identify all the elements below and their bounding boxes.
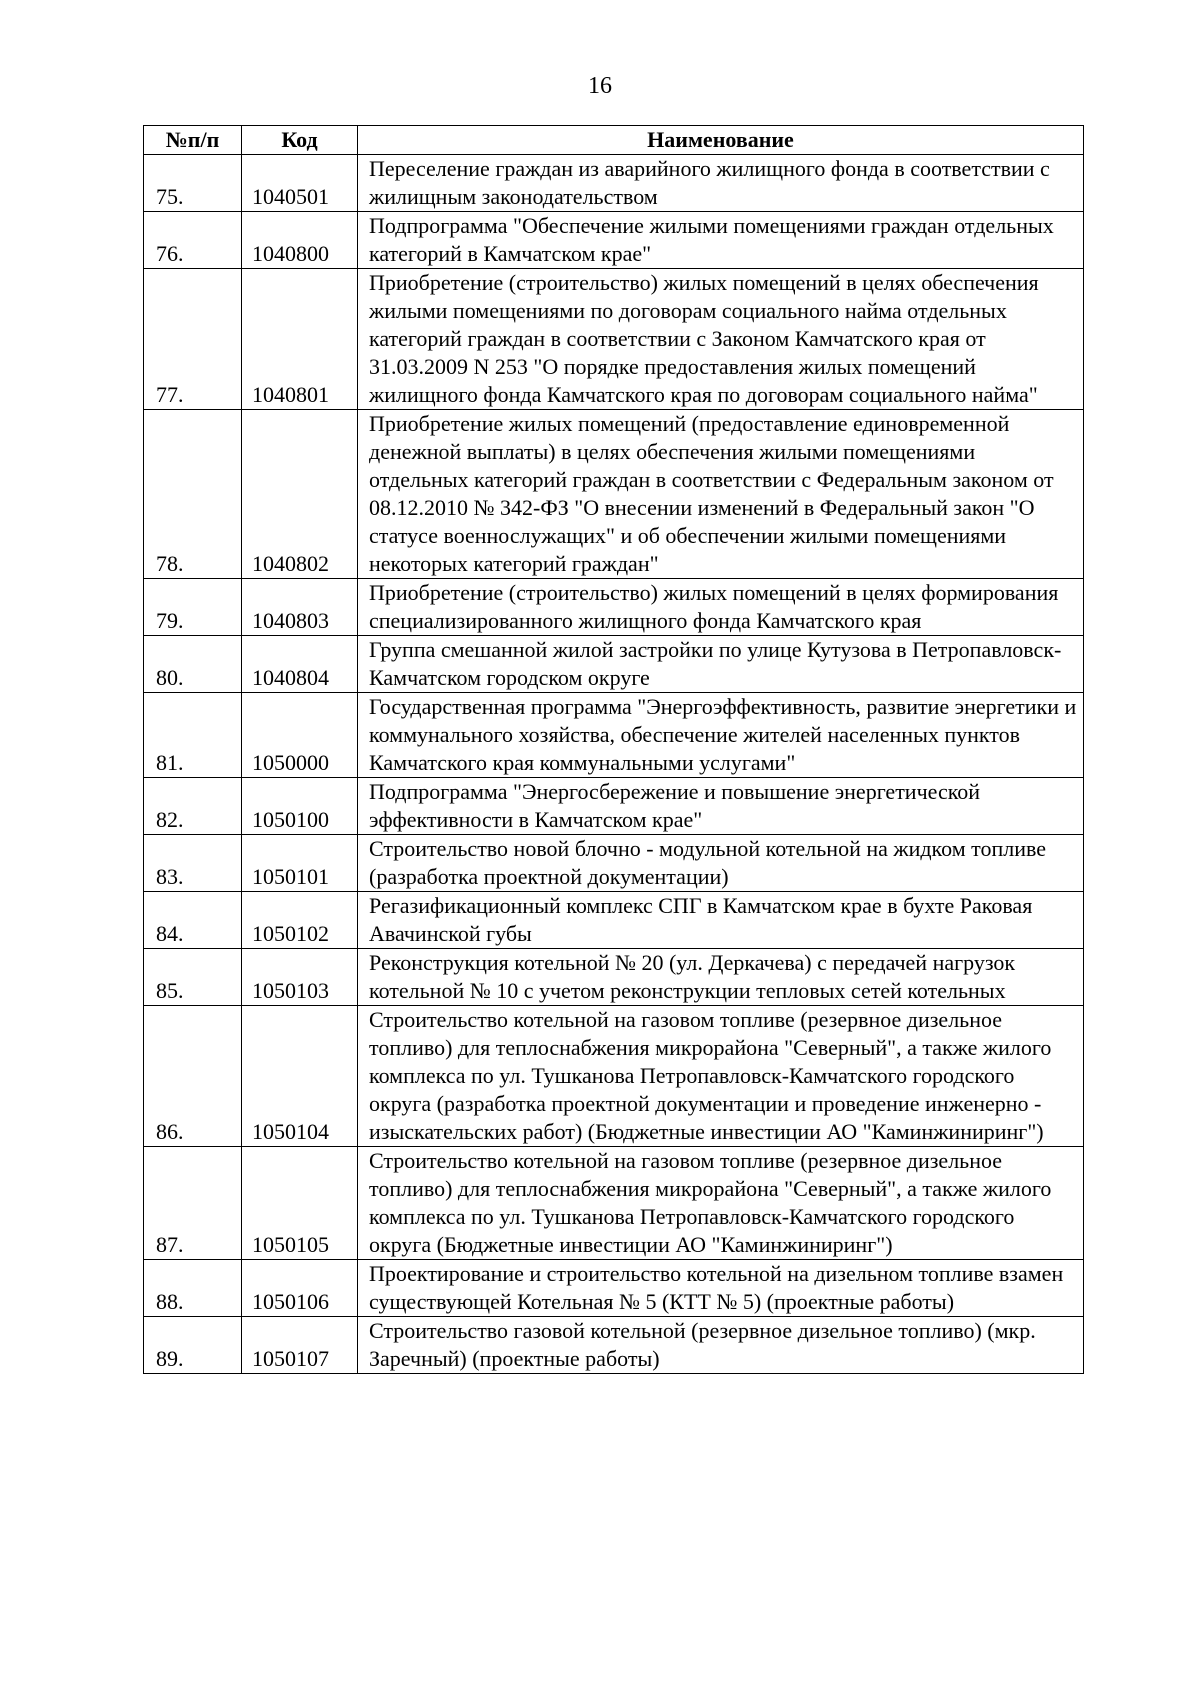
- row-name: Приобретение (строительство) жилых помещений в целях обеспечения жилыми помещениями по договорам социального найма отдельных категорий граждан в соответствии с Законом Камчатского края от 31.03.2009 N 253 "О порядке предоставления жилых помещений жилищного фонда Камчатского края по договорам социального найма": [358, 269, 1084, 410]
- row-name: Строительство котельной на газовом топливе (резервное дизельное топливо) для теплоснабжения микрорайона "Северный", а также жилого комплекса по ул. Тушканова Петропавловск-Камчатского городского округа (Бюджетные инвестиции АО "Каминжиниринг"): [358, 1147, 1084, 1260]
- row-name: Переселение граждан из аварийного жилищного фонда в соответствии с жилищным законодательством: [358, 155, 1084, 212]
- row-name: Приобретение (строительство) жилых помещений в целях формирования специализированного жилищного фонда Камчатского края: [358, 579, 1084, 636]
- row-name: Регазификационный комплекс СПГ в Камчатском крае в бухте Раковая Авачинской губы: [358, 892, 1084, 949]
- row-number: 82.: [144, 778, 242, 835]
- row-code: 1040804: [242, 636, 358, 693]
- table-row: [144, 949, 1084, 1006]
- row-number: 77.: [144, 269, 242, 410]
- row-code: 1040800: [242, 212, 358, 269]
- page-number: 16: [588, 73, 612, 99]
- row-number: 85.: [144, 949, 242, 1006]
- header-name: Наименование: [358, 126, 1084, 155]
- table-row: [144, 269, 1084, 410]
- row-code: 1040802: [242, 410, 358, 579]
- table-row: [144, 155, 1084, 212]
- row-number: 78.: [144, 410, 242, 579]
- table-row: [144, 693, 1084, 778]
- table-row: [144, 835, 1084, 892]
- row-code: 1050102: [242, 892, 358, 949]
- header-code: Код: [242, 126, 358, 155]
- row-name: Подпрограмма "Энергосбережение и повышение энергетической эффективности в Камчатском крае": [358, 778, 1084, 835]
- row-name: Подпрограмма "Обеспечение жилыми помещениями граждан отдельных категорий в Камчатском крае": [358, 212, 1084, 269]
- table-row: [144, 778, 1084, 835]
- row-code: 1050107: [242, 1317, 358, 1374]
- row-name: Строительство котельной на газовом топливе (резервное дизельное топливо) для теплоснабжения микрорайона "Северный", а также жилого комплекса по ул. Тушканова Петропавловск-Камчатского городского округа (разработка проектной документации и проведение инженерно - изыскательских работ) (Бюджетные инвестиции АО "Каминжиниринг"): [358, 1006, 1084, 1147]
- row-number: 80.: [144, 636, 242, 693]
- header-number: №п/п: [144, 126, 242, 155]
- row-number: 87.: [144, 1147, 242, 1260]
- row-name: Строительство новой блочно - модульной котельной на жидком топливе (разработка проектной документации): [358, 835, 1084, 892]
- row-number: 79.: [144, 579, 242, 636]
- table-row: [144, 1317, 1084, 1374]
- row-name: Группа смешанной жилой застройки по улице Кутузова в Петропавловск-Камчатском городском округе: [358, 636, 1084, 693]
- row-code: 1040501: [242, 155, 358, 212]
- row-number: 76.: [144, 212, 242, 269]
- codes-table: [143, 125, 1084, 1374]
- row-name: Реконструкция котельной № 20 (ул. Деркачева) с передачей нагрузок котельной № 10 с учетом реконструкции тепловых сетей котельных: [358, 949, 1084, 1006]
- table-row: [144, 636, 1084, 693]
- row-name: Государственная программа "Энергоэффективность, развитие энергетики и коммунального хозяйства, обеспечение жителей населенных пунктов Камчатского края коммунальными услугами": [358, 693, 1084, 778]
- row-number: 86.: [144, 1006, 242, 1147]
- row-number: 75.: [144, 155, 242, 212]
- row-code: 1050106: [242, 1260, 358, 1317]
- table-row: [144, 410, 1084, 579]
- row-code: 1040803: [242, 579, 358, 636]
- row-code: 1050100: [242, 778, 358, 835]
- row-name: Строительство газовой котельной (резервное дизельное топливо) (мкр. Заречный) (проектные работы): [358, 1317, 1084, 1374]
- row-name: Приобретение жилых помещений (предоставление единовременной денежной выплаты) в целях обеспечения жилыми помещениями отдельных категорий граждан в соответствии с Федеральным законом от 08.12.2010 № 342-ФЗ "О внесении изменений в Федеральный закон "О статусе военнослужащих" и об обеспечении жилыми помещениями некоторых категорий граждан": [358, 410, 1084, 579]
- table-row: [144, 212, 1084, 269]
- row-code: 1050000: [242, 693, 358, 778]
- row-number: 84.: [144, 892, 242, 949]
- row-code: 1050105: [242, 1147, 358, 1260]
- table-row: [144, 579, 1084, 636]
- table-header-row: [144, 126, 1084, 155]
- row-code: 1040801: [242, 269, 358, 410]
- row-number: 88.: [144, 1260, 242, 1317]
- table-row: [144, 1147, 1084, 1260]
- row-number: 83.: [144, 835, 242, 892]
- row-number: 81.: [144, 693, 242, 778]
- table-row: [144, 1260, 1084, 1317]
- row-code: 1050101: [242, 835, 358, 892]
- table-row: [144, 892, 1084, 949]
- row-number: 89.: [144, 1317, 242, 1374]
- row-name: Проектирование и строительство котельной на дизельном топливе взамен существующей Котельная № 5 (КТТ № 5) (проектные работы): [358, 1260, 1084, 1317]
- row-code: 1050103: [242, 949, 358, 1006]
- table-row: [144, 1006, 1084, 1147]
- row-code: 1050104: [242, 1006, 358, 1147]
